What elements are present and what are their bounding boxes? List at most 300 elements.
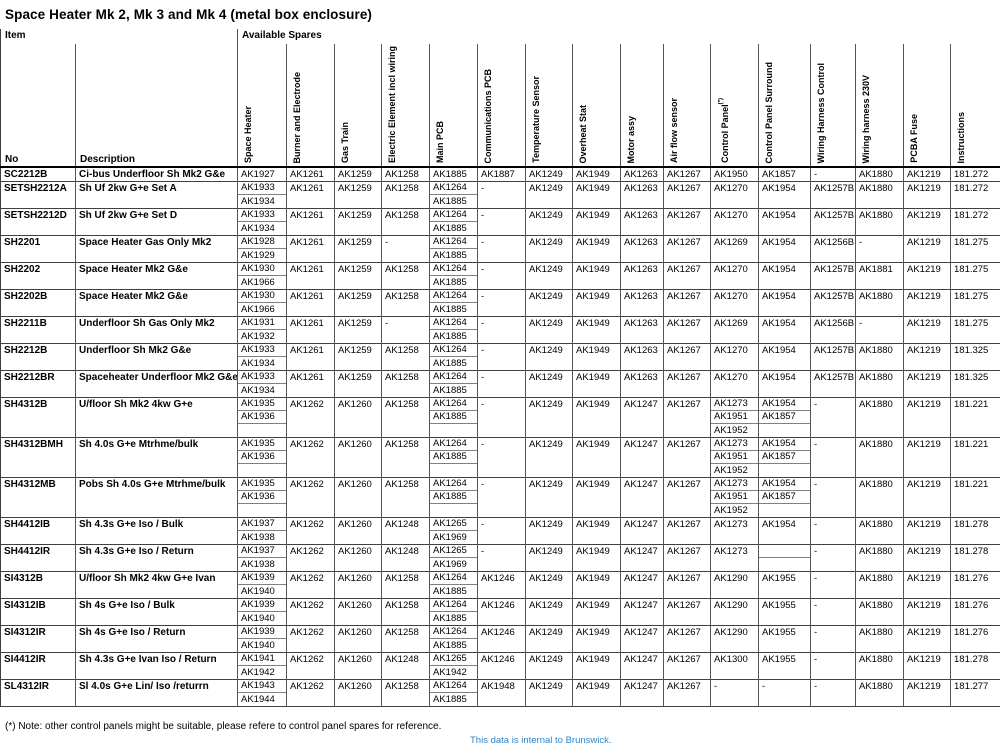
spare-value: AK1880 [856, 344, 903, 357]
spare-value: 181.221 [951, 438, 1000, 451]
spare-value: AK1258 [382, 680, 429, 693]
spare-value: - [478, 545, 525, 558]
table-row [1, 478, 1000, 518]
spare-cell-air-flow-sensor [664, 545, 711, 572]
spare-cell-control-panel-surround [759, 626, 811, 653]
item-description-cell: U/floor Sh Mk2 4kw G+e Ivan [76, 572, 238, 599]
spare-value: AK1267 [664, 236, 710, 249]
spare-cell-space-heater [238, 626, 287, 653]
spare-value: AK1264 [430, 263, 477, 276]
spare-value: AK1260 [335, 478, 381, 491]
spare-cell-control-panel [711, 167, 759, 182]
item-no-cell: SC2212B [1, 167, 76, 182]
spare-value: - [811, 599, 855, 612]
spare-value: AK1248 [382, 518, 429, 531]
spare-value: AK1885 [430, 357, 477, 370]
spare-value: AK1260 [335, 626, 381, 639]
spare-value: AK1954 [759, 290, 810, 303]
spare-cell-temperature-sensor [526, 680, 573, 707]
spare-cell-wiring-harness-control [811, 290, 856, 317]
table-row [1, 680, 1000, 707]
spare-value: - [478, 478, 525, 491]
spare-cell-motor-assy [621, 167, 664, 182]
spare-value: AK1880 [856, 545, 903, 558]
column-header-air-flow-sensor: Air flow sensor [664, 44, 711, 167]
spare-value: AK1267 [664, 263, 710, 276]
spare-value: AK1930 [238, 290, 286, 303]
spare-cell-temperature-sensor [526, 167, 573, 182]
spare-cell-electric-element-incl-wiring [382, 572, 430, 599]
spare-cell-electric-element-incl-wiring [382, 545, 430, 572]
spare-cell-electric-element-incl-wiring [382, 263, 430, 290]
spare-value: AK1261 [287, 168, 334, 181]
spare-cell-burner-and-electrode [287, 438, 335, 478]
spare-cell-wiring-harness-control [811, 317, 856, 344]
spare-value: AK1246 [478, 572, 525, 585]
spare-cell-temperature-sensor [526, 398, 573, 438]
spare-value: AK1263 [621, 344, 663, 357]
spare-value: AK1262 [287, 653, 334, 666]
spare-value: AK1246 [478, 653, 525, 666]
spare-value: AK1265 [430, 545, 477, 558]
spare-value: AK1949 [573, 168, 620, 181]
spare-cell-burner-and-electrode [287, 344, 335, 371]
spare-cell-communications-pcb [478, 518, 526, 545]
spare-cell-wiring-harness-control [811, 680, 856, 707]
spare-cell-wiring-harness-control [811, 599, 856, 626]
spare-cell-wiring-harness-230v [856, 263, 904, 290]
spare-value: AK1942 [430, 666, 477, 679]
spare-value: AK1954 [759, 317, 810, 330]
spare-cell-air-flow-sensor [664, 182, 711, 209]
spare-value: AK1952 [711, 424, 758, 437]
spare-cell-electric-element-incl-wiring [382, 317, 430, 344]
spare-cell-control-panel [711, 653, 759, 680]
spare-value: AK1885 [430, 639, 477, 652]
spare-value: AK1219 [904, 438, 950, 451]
spare-value: AK1267 [664, 371, 710, 384]
spare-value: - [856, 317, 903, 330]
spare-value: AK1263 [621, 290, 663, 303]
available-spares-group-header: Available Spares [238, 29, 1000, 44]
spare-value: AK1263 [621, 168, 663, 181]
spare-value: AK1262 [287, 478, 334, 491]
spare-value: AK1258 [382, 263, 429, 276]
spare-value: AK1259 [335, 236, 381, 249]
spare-cell-wiring-harness-230v [856, 398, 904, 438]
spare-value: 181.272 [951, 209, 1000, 222]
spare-value: AK1262 [287, 572, 334, 585]
spare-value: AK1259 [335, 263, 381, 276]
spare-cell-air-flow-sensor [664, 398, 711, 438]
spare-value: AK1269 [711, 317, 758, 330]
table-row [1, 182, 1000, 209]
spare-value: AK1938 [238, 531, 286, 544]
spare-value: AK1954 [759, 478, 810, 491]
spare-cell-wiring-harness-230v [856, 344, 904, 371]
spare-cell-gas-train [335, 478, 382, 518]
spare-value: AK1257B [811, 182, 855, 195]
spare-cell-burner-and-electrode [287, 236, 335, 263]
spare-value: AK1262 [287, 398, 334, 411]
spare-value: 181.275 [951, 236, 1000, 249]
spare-value: AK1249 [526, 680, 572, 693]
spare-value: AK1247 [621, 438, 663, 451]
table-row [1, 572, 1000, 599]
spare-cell-pcba-fuse [904, 371, 951, 398]
spare-value: AK1954 [759, 371, 810, 384]
spare-value: 181.275 [951, 263, 1000, 276]
item-no-cell: SH4312BMH [1, 438, 76, 478]
spare-value: AK1265 [430, 653, 477, 666]
spare-value: AK1857 [759, 411, 810, 424]
spare-cell-burner-and-electrode [287, 317, 335, 344]
spare-cell-electric-element-incl-wiring [382, 290, 430, 317]
column-header-no: No [1, 44, 76, 167]
spare-cell-control-panel-surround [759, 290, 811, 317]
item-no-cell: SETSH2212A [1, 182, 76, 209]
table-row [1, 344, 1000, 371]
spare-cell-control-panel-surround [759, 398, 811, 438]
spare-cell-wiring-harness-230v [856, 545, 904, 572]
spare-value: AK1257B [811, 371, 855, 384]
item-description-cell: Pobs Sh 4.0s G+e Mtrhme/bulk [76, 478, 238, 518]
spare-value: AK1935 [238, 438, 286, 451]
spare-value: - [811, 518, 855, 531]
column-header-wiring-harness-230v: Wiring harness 230V [856, 44, 904, 167]
spare-cell-communications-pcb [478, 317, 526, 344]
spare-value: - [478, 518, 525, 531]
spare-cell-overheat-stat [573, 545, 621, 572]
spare-value: AK1247 [621, 398, 663, 411]
spare-value: - [478, 317, 525, 330]
spare-value: AK1262 [287, 599, 334, 612]
spare-cell-space-heater [238, 478, 287, 518]
column-header-motor-assy: Motor assy [621, 44, 664, 167]
spare-value: 181.272 [951, 168, 1000, 181]
spare-value: 181.325 [951, 371, 1000, 384]
spare-value: AK1249 [526, 478, 572, 491]
spare-cell-temperature-sensor [526, 317, 573, 344]
spare-value: AK1247 [621, 572, 663, 585]
spare-value: AK1949 [573, 317, 620, 330]
spare-value: AK1258 [382, 344, 429, 357]
spare-cell-motor-assy [621, 182, 664, 209]
spare-cell-communications-pcb [478, 398, 526, 438]
spare-value: 181.276 [951, 572, 1000, 585]
item-no-cell: SI4412IR [1, 653, 76, 680]
spare-value: AK1264 [430, 438, 477, 451]
table-row [1, 398, 1000, 438]
spare-value: AK1247 [621, 653, 663, 666]
spare-value: AK1258 [382, 168, 429, 181]
spare-value: AK1267 [664, 599, 710, 612]
spare-value: AK1933 [238, 209, 286, 222]
item-no-cell: SI4312IB [1, 599, 76, 626]
spare-value: AK1258 [382, 209, 429, 222]
spare-cell-wiring-harness-control [811, 182, 856, 209]
table-header [1, 29, 1000, 167]
spare-cell-communications-pcb [478, 653, 526, 680]
spare-cell-control-panel [711, 478, 759, 518]
spare-cell-wiring-harness-control [811, 167, 856, 182]
spare-cell-motor-assy [621, 572, 664, 599]
spare-value: AK1880 [856, 599, 903, 612]
spare-cell-gas-train [335, 653, 382, 680]
spare-value: AK1880 [856, 478, 903, 491]
spare-value: AK1955 [759, 572, 810, 585]
spare-cell-electric-element-incl-wiring [382, 478, 430, 518]
spare-cell-communications-pcb [478, 572, 526, 599]
spare-value: AK1246 [478, 626, 525, 639]
spare-value: 181.278 [951, 653, 1000, 666]
spare-value: AK1261 [287, 290, 334, 303]
spare-cell-overheat-stat [573, 371, 621, 398]
spare-value: AK1219 [904, 653, 950, 666]
spare-value: - [478, 236, 525, 249]
spare-value: AK1300 [711, 653, 758, 666]
spare-cell-control-panel-surround [759, 317, 811, 344]
spare-cell-control-panel-surround [759, 167, 811, 182]
spare-value: AK1247 [621, 680, 663, 693]
spare-value: AK1885 [430, 384, 477, 397]
spare-cell-control-panel [711, 290, 759, 317]
spare-cell-space-heater [238, 236, 287, 263]
spare-value: AK1951 [711, 451, 758, 464]
spare-value: AK1219 [904, 599, 950, 612]
spare-value: AK1259 [335, 209, 381, 222]
spare-cell-overheat-stat [573, 572, 621, 599]
spare-cell-control-panel-surround [759, 478, 811, 518]
column-header-description: Description [76, 44, 238, 167]
spare-value: AK1264 [430, 626, 477, 639]
spare-value: 181.278 [951, 518, 1000, 531]
spare-value: AK1940 [238, 585, 286, 598]
spare-cell-gas-train [335, 398, 382, 438]
spare-value: AK1949 [573, 236, 620, 249]
spare-value: AK1952 [711, 464, 758, 477]
spare-value: 181.275 [951, 317, 1000, 330]
spare-cell-space-heater [238, 572, 287, 599]
spare-value: AK1259 [335, 371, 381, 384]
item-no-cell: SH4312MB [1, 478, 76, 518]
item-no-cell: SH4412IB [1, 518, 76, 545]
spare-value: AK1934 [238, 195, 286, 208]
spare-value: AK1935 [238, 398, 286, 411]
column-header-wiring-harness-control: Wiring Harness Control [811, 44, 856, 167]
spare-value: AK1260 [335, 518, 381, 531]
spare-value: AK1247 [621, 478, 663, 491]
spare-cell-wiring-harness-control [811, 518, 856, 545]
spare-value: AK1880 [856, 182, 903, 195]
spare-value: AK1219 [904, 182, 950, 195]
spare-cell-space-heater [238, 290, 287, 317]
spare-cell-wiring-harness-230v [856, 653, 904, 680]
spare-value: AK1259 [335, 290, 381, 303]
table-row [1, 263, 1000, 290]
spare-value: AK1219 [904, 680, 950, 693]
spare-value: AK1258 [382, 438, 429, 451]
spare-value: AK1270 [711, 344, 758, 357]
spare-value: AK1264 [430, 209, 477, 222]
spare-cell-wiring-harness-230v [856, 371, 904, 398]
spare-value: AK1880 [856, 680, 903, 693]
spare-cell-motor-assy [621, 478, 664, 518]
spare-value: - [811, 398, 855, 411]
spare-value: AK1270 [711, 371, 758, 384]
column-header-burner-and-electrode: Burner and Electrode [287, 44, 335, 167]
spare-cell-space-heater [238, 263, 287, 290]
spare-value: AK1267 [664, 182, 710, 195]
spare-cell-instructions [951, 680, 1000, 707]
spare-cell-instructions [951, 263, 1000, 290]
spare-cell-space-heater [238, 653, 287, 680]
spare-cell-motor-assy [621, 209, 664, 236]
spare-value: AK1881 [856, 263, 903, 276]
spare-cell-temperature-sensor [526, 236, 573, 263]
spare-value: - [811, 438, 855, 451]
spare-value: AK1949 [573, 545, 620, 558]
spare-value: AK1934 [238, 357, 286, 370]
spare-value: AK1949 [573, 209, 620, 222]
spare-value: AK1949 [573, 438, 620, 451]
spare-value: AK1949 [573, 653, 620, 666]
spare-value: 181.275 [951, 290, 1000, 303]
spare-cell-main-pcb [430, 263, 478, 290]
spare-cell-electric-element-incl-wiring [382, 209, 430, 236]
spare-cell-pcba-fuse [904, 263, 951, 290]
spare-cell-overheat-stat [573, 344, 621, 371]
spare-cell-space-heater [238, 317, 287, 344]
spare-value: AK1273 [711, 438, 758, 451]
spare-value: AK1219 [904, 518, 950, 531]
spare-value: - [478, 344, 525, 357]
spare-value: AK1269 [711, 236, 758, 249]
spare-value: - [811, 545, 855, 558]
spare-value: AK1954 [759, 518, 810, 531]
column-header-main-pcb: Main PCB [430, 44, 478, 167]
spare-value: AK1935 [238, 478, 286, 491]
spare-cell-main-pcb [430, 518, 478, 545]
spare-value: AK1954 [759, 344, 810, 357]
spare-value: AK1936 [238, 451, 286, 464]
spare-value: AK1927 [238, 168, 286, 181]
spare-value: - [811, 653, 855, 666]
spare-cell-instructions [951, 290, 1000, 317]
spare-value: AK1219 [904, 371, 950, 384]
spare-value: AK1257B [811, 263, 855, 276]
spare-value: AK1949 [573, 398, 620, 411]
spare-cell-burner-and-electrode [287, 572, 335, 599]
spare-cell-communications-pcb [478, 626, 526, 653]
spare-value: AK1955 [759, 599, 810, 612]
spare-cell-motor-assy [621, 438, 664, 478]
spare-value: AK1880 [856, 168, 903, 181]
spare-value: AK1219 [904, 263, 950, 276]
spare-cell-pcba-fuse [904, 478, 951, 518]
spare-value: AK1933 [238, 344, 286, 357]
spare-value: AK1885 [430, 585, 477, 598]
spare-value: AK1219 [904, 209, 950, 222]
spare-value: AK1270 [711, 290, 758, 303]
spare-cell-gas-train [335, 236, 382, 263]
spare-cell-communications-pcb [478, 182, 526, 209]
table-row [1, 290, 1000, 317]
spare-value: AK1949 [573, 478, 620, 491]
spare-cell-space-heater [238, 398, 287, 438]
table-row [1, 236, 1000, 263]
spare-value: AK1249 [526, 168, 572, 181]
spare-value: AK1931 [238, 317, 286, 330]
spare-value: AK1264 [430, 236, 477, 249]
spare-cell-burner-and-electrode [287, 680, 335, 707]
spare-cell-wiring-harness-control [811, 478, 856, 518]
spare-cell-gas-train [335, 572, 382, 599]
spare-cell-gas-train [335, 344, 382, 371]
spare-cell-instructions [951, 182, 1000, 209]
spare-cell-main-pcb [430, 626, 478, 653]
spare-value: AK1264 [430, 344, 477, 357]
spare-value: 181.276 [951, 599, 1000, 612]
spare-cell-pcba-fuse [904, 290, 951, 317]
control-panel-footnote: (*) Note: other control panels might be suitable, please refere to control panel spares for reference. [0, 707, 1000, 732]
spare-cell-pcba-fuse [904, 236, 951, 263]
spare-cell-space-heater [238, 545, 287, 572]
spare-value: AK1261 [287, 263, 334, 276]
spare-value: AK1954 [759, 398, 810, 411]
spare-cell-air-flow-sensor [664, 167, 711, 182]
spare-cell-temperature-sensor [526, 182, 573, 209]
spare-cell-control-panel-surround [759, 599, 811, 626]
spare-cell-communications-pcb [478, 438, 526, 478]
spare-cell-control-panel-surround [759, 263, 811, 290]
spare-cell-overheat-stat [573, 209, 621, 236]
item-no-cell: SH2212B [1, 344, 76, 371]
spare-value: AK1951 [711, 411, 758, 424]
spare-cell-electric-element-incl-wiring [382, 599, 430, 626]
spare-value: AK1966 [238, 276, 286, 289]
spare-value: AK1270 [711, 182, 758, 195]
spare-value: AK1969 [430, 531, 477, 544]
spare-value: 181.325 [951, 344, 1000, 357]
item-description-cell: Sh Uf 2kw G+e Set D [76, 209, 238, 236]
item-description-cell: Sh 4.0s G+e Mtrhme/bulk [76, 438, 238, 478]
spare-cell-communications-pcb [478, 599, 526, 626]
spare-value: AK1249 [526, 317, 572, 330]
spare-value: AK1954 [759, 209, 810, 222]
spare-value: AK1952 [711, 504, 758, 517]
spare-value: AK1934 [238, 384, 286, 397]
spare-value: AK1256B [811, 236, 855, 249]
spare-value: AK1263 [621, 209, 663, 222]
spare-cell-gas-train [335, 599, 382, 626]
spare-value: AK1260 [335, 680, 381, 693]
column-header-control-panel-surround: Control Panel Surround [759, 44, 811, 167]
spare-value: AK1273 [711, 518, 758, 531]
spare-cell-overheat-stat [573, 599, 621, 626]
spare-cell-space-heater [238, 209, 287, 236]
spare-value: AK1887 [478, 168, 525, 181]
spare-value: - [811, 626, 855, 639]
spare-cell-main-pcb [430, 438, 478, 478]
spare-cell-air-flow-sensor [664, 572, 711, 599]
spare-value: AK1267 [664, 680, 710, 693]
spare-value: AK1261 [287, 182, 334, 195]
spare-value: AK1259 [335, 317, 381, 330]
spare-value: AK1940 [238, 612, 286, 625]
spare-cell-motor-assy [621, 680, 664, 707]
spare-value: AK1219 [904, 317, 950, 330]
